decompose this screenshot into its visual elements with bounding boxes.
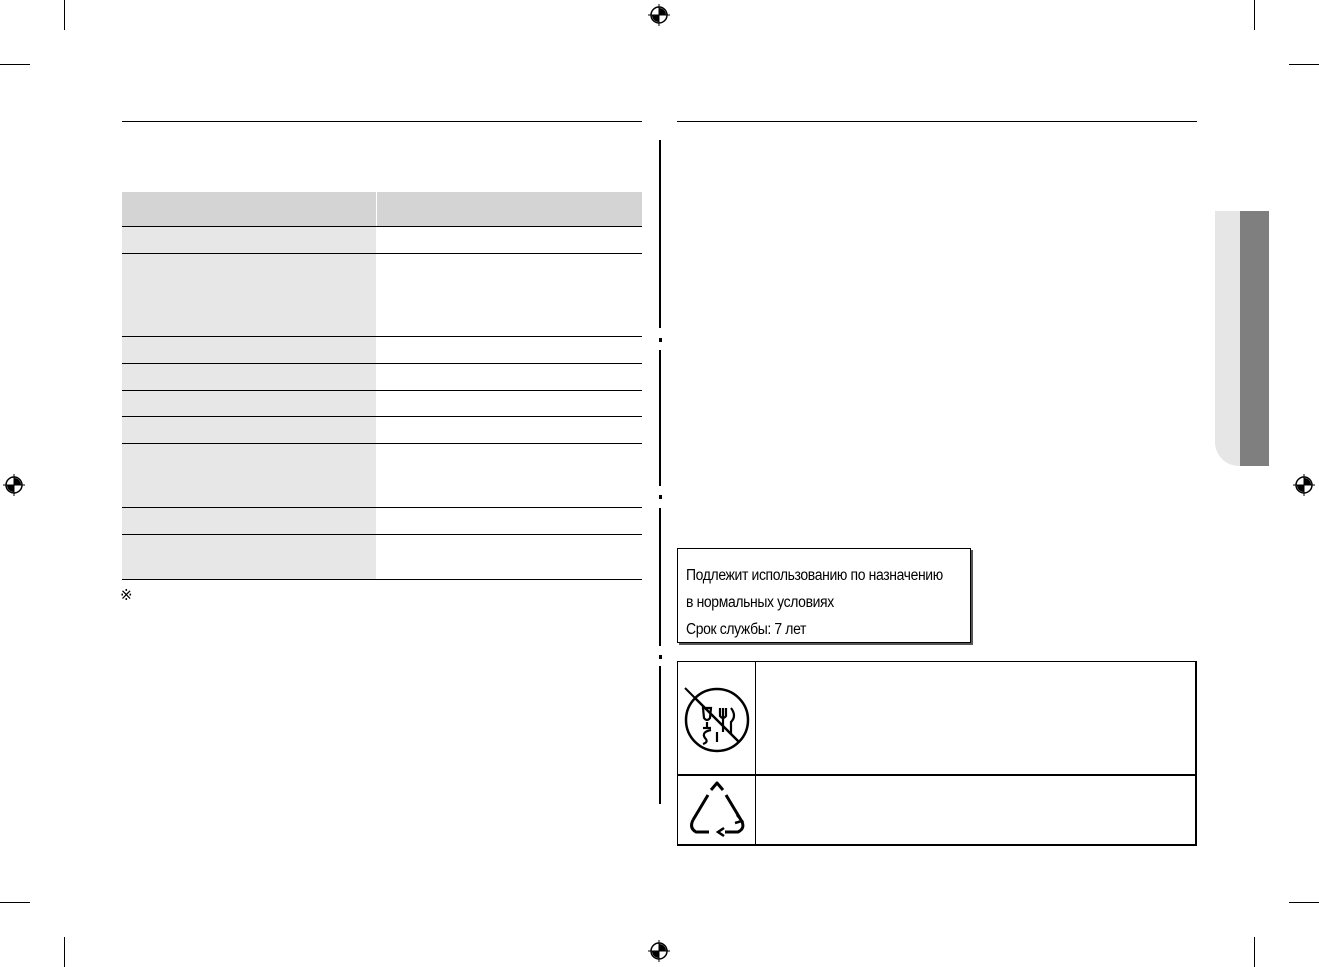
table-row (122, 254, 642, 337)
table-cell (376, 535, 642, 579)
table-row (122, 508, 642, 535)
table-cell (122, 254, 376, 336)
registration-mark-icon (3, 474, 25, 496)
table-row (122, 444, 642, 508)
service-line-3: Срок службы: 7 лет (686, 621, 807, 638)
crop-mark (64, 0, 65, 30)
crop-mark (1289, 64, 1319, 65)
registration-mark-icon (648, 4, 670, 26)
table-cell (376, 391, 642, 416)
symbols-table (677, 661, 1197, 846)
column-divider-dot (659, 655, 662, 659)
crop-mark (1254, 937, 1255, 967)
table-cell (376, 254, 642, 336)
table-header-cell (122, 192, 376, 226)
crop-mark (1254, 0, 1255, 30)
table-row (122, 337, 642, 364)
column-divider-dot (659, 495, 662, 499)
table-row (122, 227, 642, 254)
table-cell (376, 444, 642, 507)
column-divider-dot (659, 338, 662, 342)
side-tab-dark (1240, 211, 1269, 466)
column-divider (659, 140, 661, 328)
table-cell (122, 227, 376, 253)
table-cell (376, 227, 642, 253)
symbol-icon-cell (678, 662, 756, 774)
recycle-icon (684, 780, 750, 840)
symbol-icon-cell (678, 776, 756, 844)
column-divider (659, 350, 661, 486)
not-for-food-icon (681, 672, 753, 764)
right-header-rule (677, 121, 1197, 122)
service-line-1: Подлежит использованию по назначению (686, 567, 943, 584)
registration-mark-icon (648, 940, 670, 962)
table-row (122, 364, 642, 391)
table-cell (376, 508, 642, 534)
table-cell (122, 364, 376, 390)
table-cell (122, 508, 376, 534)
symbol-row (678, 662, 1195, 776)
column-divider (659, 508, 661, 646)
table-cell (122, 391, 376, 416)
table-cell (376, 417, 642, 443)
crop-mark (1289, 902, 1319, 903)
symbol-description (756, 662, 1195, 774)
table-cell (122, 535, 376, 579)
specifications-table (122, 192, 642, 580)
symbol-description (756, 776, 1195, 844)
table-cell (376, 364, 642, 390)
crop-mark (64, 937, 65, 967)
registration-mark-icon (1293, 474, 1315, 496)
column-divider (659, 666, 661, 804)
table-row (122, 391, 642, 417)
table-row (122, 417, 642, 444)
symbol-row (678, 776, 1195, 844)
note-mark: ※ (120, 586, 133, 604)
table-header-cell (376, 192, 642, 226)
left-header-rule (122, 121, 642, 122)
table-cell (122, 417, 376, 443)
service-life-notice (677, 548, 971, 643)
table-header-row (122, 192, 642, 227)
crop-mark (0, 902, 30, 903)
crop-mark (0, 64, 30, 65)
table-cell (122, 444, 376, 507)
table-cell (376, 337, 642, 363)
service-line-2: в нормальных условиях (686, 594, 834, 611)
table-cell (122, 337, 376, 363)
table-row (122, 535, 642, 580)
